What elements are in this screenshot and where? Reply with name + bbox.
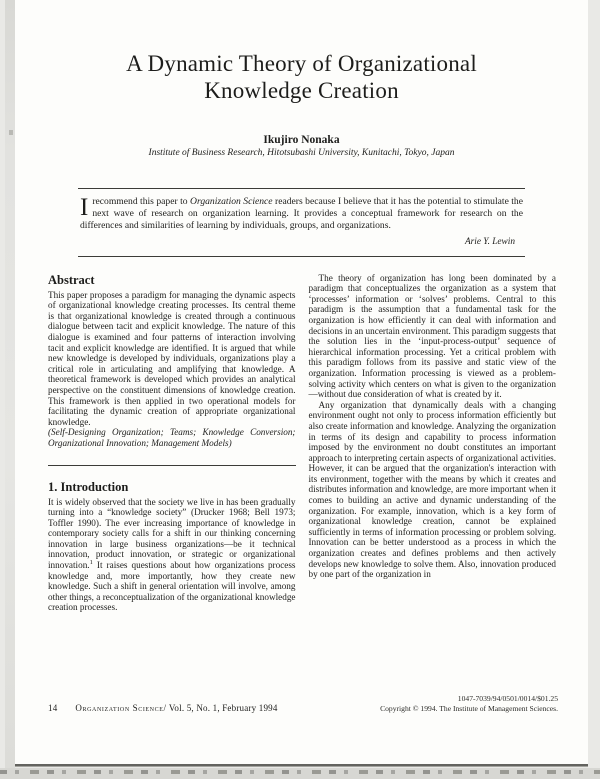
- scan-noise-band: [0, 768, 600, 779]
- paper-title-line2: Knowledge Creation: [204, 78, 399, 103]
- body-paragraph-2: Any organization that dynamically deals with a changing environment ought not only to process information efficiently but also create information and knowledge. Analyzing the organization in terms of its design and capability to process information imposed by the environment no doubt constitutes an important approach to interpreting certain aspects of organizational activities. However, it can be argued that the organization's interaction with its environment, together with the means by which it creates and distributes information and knowledge, are more important when it comes to building an active and dynamic understanding of the organization. For example, innovation, which is a key form of organizational knowledge creation, cannot be explained sufficiently in terms of information processing or problem solving. Innovation can be better understood as a process in which the organization creates and defines problems and then actively develops new knowledge to solve them. Also, innovation produced by one part of the organization in: [308, 399, 556, 580]
- footer-journal-issue: Vol. 5, No. 1, February 1994: [166, 703, 278, 713]
- footer-copyright-line: Copyright © 1994. The Institute of Management Sciences.: [380, 703, 558, 713]
- paper-page: [15, 0, 588, 766]
- footer-copyright-block: [380, 694, 558, 713]
- paper-title-line1: A Dynamic Theory of Organizational: [126, 51, 477, 76]
- abstract-divider-rule: [48, 465, 296, 466]
- two-column-body: [15, 257, 588, 613]
- footer-journal-line: [48, 703, 278, 713]
- paper-title: [15, 50, 588, 104]
- abstract-body: This paper proposes a paradigm for managing the dynamic aspects of organizational knowledge creating processes. Its central theme is that organizational knowledge is created through a continuous dialogue between tacit and explicit knowledge. The nature of this dialogue is examined and four patterns of interaction involving tacit and explicit knowledge are identified. It is argued that while new knowledge is developed by individuals, organizations play a critical role in articulating and amplifying that knowledge. A theoretical framework is developed which provides an analytical perspective on the constituent dimensions of knowledge creation. This framework is then applied in two operational models for facilitating the dynamic creation of appropriate organizational knowledge.: [48, 289, 296, 427]
- author-affiliation: Institute of Business Research, Hitotsubashi University, Kunitachi, Tokyo, Japan: [148, 148, 455, 158]
- page-number: 14: [48, 703, 58, 713]
- introduction-text-part2: It raises questions about how organizations process knowledge and, more importantly, how they create new knowledge. Such a shift in general orientation will involve, among other things, a reconceptualization of the organizational knowledge creation processes.: [48, 560, 296, 613]
- body-paragraph-1: The theory of organization has long been dominated by a paradigm that conceptualizes the organization as a system that ‘processes’ information or ‘solves’ problems. Central to this paradigm is the assumption that a fundamental task for the organization is how efficiently it can deal with information and decisions in an uncertain environment. This paradigm suggests that the solution lies in the ‘input-process-output’ sequence of hierarchical information processing. Yet a critical problem with this paradigm follows from its passive and static view of the organization. Information processing is viewed as a problem-solving activity which centers on what is given to the organization—without due consideration of what is created by it.: [308, 272, 556, 400]
- scan-left-edge: [5, 0, 15, 768]
- journal-name-italic: Organization Science: [190, 196, 273, 207]
- left-column: [48, 273, 296, 613]
- abstract-heading: Abstract: [48, 272, 95, 287]
- drop-cap: I: [80, 194, 89, 221]
- scan-speck: [9, 130, 13, 135]
- introduction-paragraph: [48, 497, 296, 614]
- editor-recommendation-note: [78, 188, 525, 257]
- editor-note-text: [80, 196, 523, 233]
- author-name: Ikujiro Nonaka: [263, 134, 340, 146]
- editor-note-part2: readers because I believe that it has the potential to stimulate the next wave of research on organization learning. It provides a conceptual framework for research on the differences and similarities of learning by individuals, groups, and organizations.: [80, 196, 523, 232]
- footnote-marker: 1: [89, 559, 93, 567]
- footer-issn-line: 1047-7039/94/0501/0014/$01.25: [457, 694, 558, 703]
- introduction-text-part1: It is widely observed that the society we live in has been gradually turning into a “knowledge society” (Drucker 1968; Bell 1973; Toffler 1990). The ever increasing importance of knowledge in contemporary society calls for a shift in our thinking concerning innovation in large business organizations—be it technical innovation, product innovation, or strategic or organizational innovation.: [48, 496, 296, 571]
- editor-note-part1: recommend this paper to: [92, 196, 191, 207]
- footer-journal-name: Organization Science/: [75, 703, 167, 713]
- abstract-keywords: (Self-Designing Organization; Teams; Knowledge Conversion; Organizational Innovation; Management Models): [48, 427, 296, 448]
- right-column: [309, 273, 557, 613]
- introduction-heading: 1. Introduction: [48, 479, 129, 494]
- editor-signature: Arie Y. Lewin: [464, 236, 515, 247]
